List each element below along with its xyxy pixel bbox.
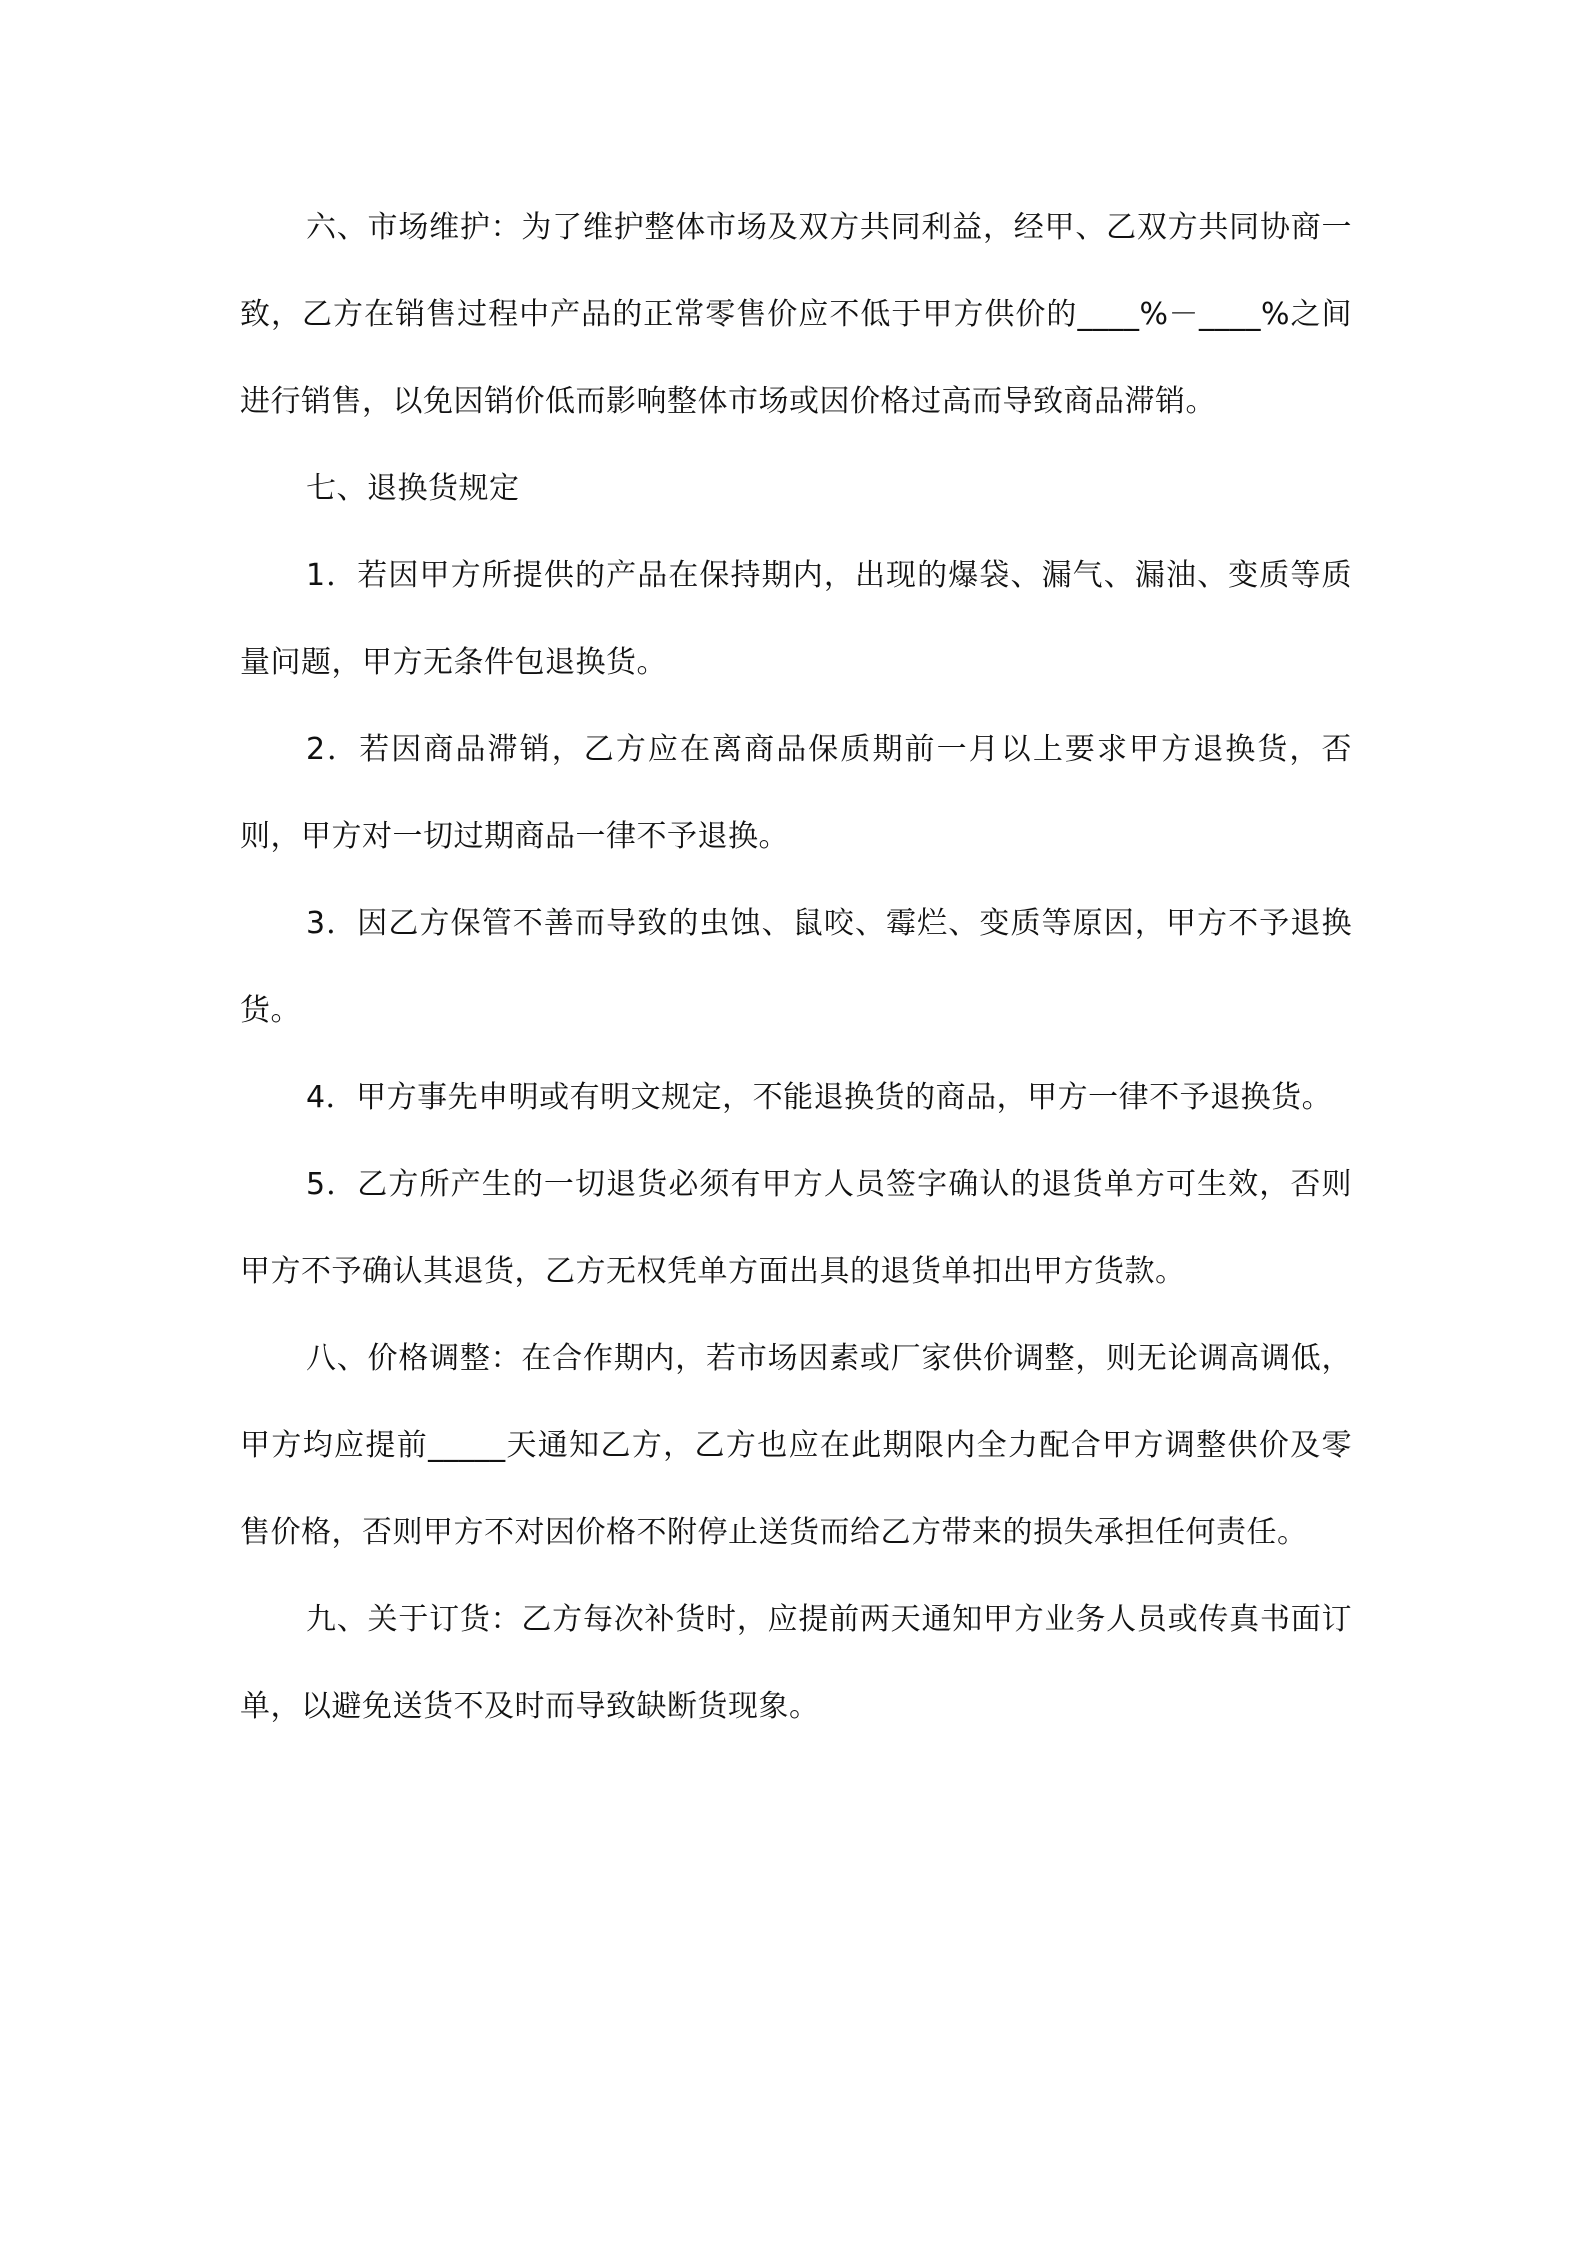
clause-7-heading-returns: 七、退换货规定 bbox=[306, 471, 520, 506]
document-body bbox=[240, 184, 1352, 1750]
clause-7-item-2: 2．若因商品滞销，乙方应在离商品保质期前一月以上要求甲方退换货，否则，甲方对一切过期商品一律不予退换。 bbox=[240, 732, 1352, 854]
clause-7-item-5: 5．乙方所产生的一切退货必须有甲方人员签字确认的退货单方可生效，否则甲方不予确认其退货，乙方无权凭单方面出具的退货单扣出甲方货款。 bbox=[240, 1167, 1352, 1289]
clause-7-item-1: 1．若因甲方所提供的产品在保持期内，出现的爆袋、漏气、漏油、变质等质量问题，甲方无条件包退换货。 bbox=[240, 558, 1352, 680]
clause-8-price-adjustment: 八、价格调整：在合作期内，若市场因素或厂家供价调整，则无论调高调低，甲方均应提前_____天通知乙方，乙方也应在此期限内全力配合甲方调整供价及零售价格，否则甲方不对因价格不附停止送货而给乙方带来的损失承担任何责任。 bbox=[240, 1341, 1352, 1550]
clause-6-market-maintenance: 六、市场维护：为了维护整体市场及双方共同利益，经甲、乙双方共同协商一致，乙方在销售过程中产品的正常零售价应不低于甲方供价的____%－____%之间进行销售，以免因销价低而影响整体市场或因价格过高而导致商品滞销。 bbox=[240, 210, 1352, 419]
clause-7-item-3: 3．因乙方保管不善而导致的虫蚀、鼠咬、霉烂、变质等原因，甲方不予退换货。 bbox=[240, 906, 1352, 1028]
clause-7-item-4: 4．甲方事先申明或有明文规定，不能退换货的商品，甲方一律不予退换货。 bbox=[306, 1080, 1333, 1115]
clause-9-ordering: 九、关于订货：乙方每次补货时，应提前两天通知甲方业务人员或传真书面订单，以避免送货不及时而导致缺断货现象。 bbox=[240, 1602, 1352, 1724]
